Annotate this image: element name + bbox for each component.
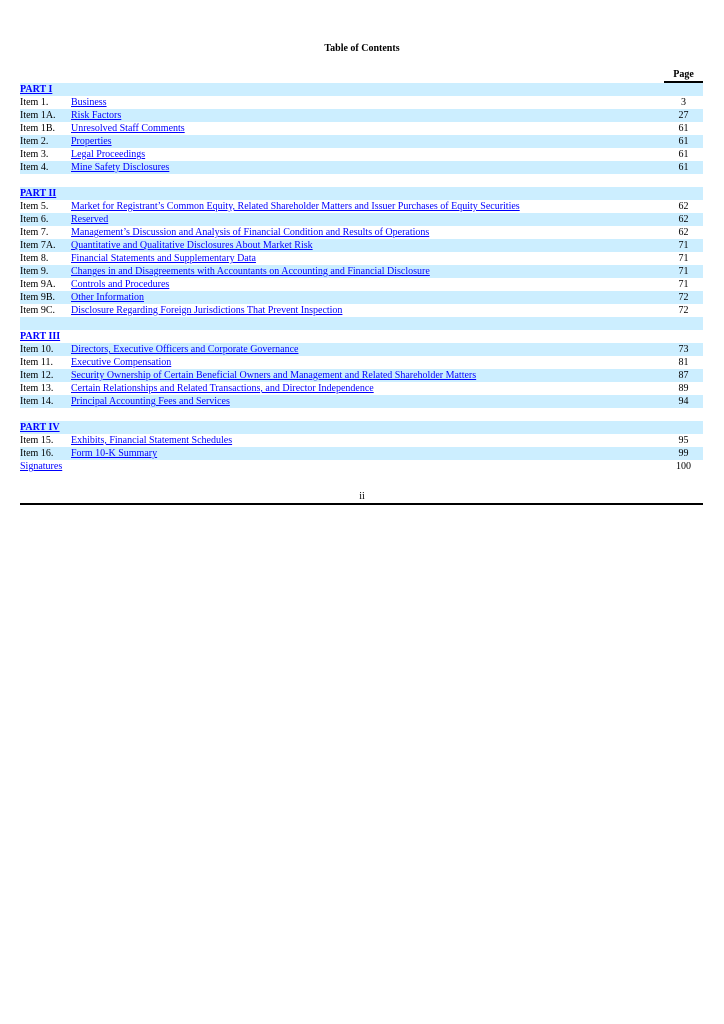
signatures-link[interactable]: Signatures [20, 461, 63, 472]
item-number: Item 9. [20, 266, 49, 277]
part-iv-link[interactable]: PART IV [20, 422, 60, 433]
part-heading-row [20, 83, 703, 96]
item-link-exhibits[interactable]: Exhibits, Financial Statement Schedules [71, 435, 233, 446]
item-link-market-for-equity[interactable]: Market for Registrant’s Common Equity, Related Shareholder Matters and Issuer Purchases of Equity Securities [71, 201, 520, 212]
toc-row [20, 356, 703, 369]
page-number: 87 [678, 370, 689, 381]
item-number: Item 6. [20, 214, 49, 225]
toc-row [20, 343, 703, 356]
toc-row [20, 122, 703, 135]
toc-row [20, 252, 703, 265]
page-number: 61 [678, 136, 689, 147]
item-link-other-information[interactable]: Other Information [71, 292, 145, 303]
item-number: Item 10. [20, 344, 54, 355]
item-link-changes-accountants[interactable]: Changes in and Disagreements with Accountants on Accounting and Financial Disclosure [71, 266, 430, 277]
part-ii-link[interactable]: PART II [20, 188, 57, 199]
toc-row [20, 265, 703, 278]
item-link-risk-factors[interactable]: Risk Factors [71, 110, 122, 121]
footer-divider [20, 503, 703, 505]
page-number: 61 [678, 123, 689, 134]
part-heading-row [20, 187, 703, 200]
page-number: 61 [678, 149, 689, 160]
item-number: Item 9C. [20, 305, 55, 316]
page-number: 27 [678, 110, 689, 121]
item-number: Item 14. [20, 396, 54, 407]
item-link-directors[interactable]: Directors, Executive Officers and Corporate Governance [71, 344, 299, 355]
item-link-executive-compensation[interactable]: Executive Compensation [71, 357, 172, 368]
item-link-accounting-fees[interactable]: Principal Accounting Fees and Services [71, 396, 230, 407]
toc-title: Table of Contents [324, 43, 400, 54]
item-link-unresolved-staff-comments[interactable]: Unresolved Staff Comments [71, 123, 185, 134]
part-i-link[interactable]: PART I [20, 84, 53, 95]
page-header-label: Page [664, 69, 703, 83]
toc-row [20, 460, 703, 473]
toc-row [20, 200, 703, 213]
toc-row [20, 96, 703, 109]
toc-row [20, 161, 703, 174]
spacer-row [20, 317, 703, 330]
item-link-controls-procedures[interactable]: Controls and Procedures [71, 279, 170, 290]
page-number: 71 [678, 279, 689, 290]
item-number: Item 3. [20, 149, 49, 160]
part-iii-link[interactable]: PART III [20, 331, 61, 342]
page-number: 71 [678, 253, 689, 264]
toc-row [20, 304, 703, 317]
item-number: Item 13. [20, 383, 54, 394]
page-number: 71 [678, 240, 689, 251]
spacer-row [20, 174, 703, 187]
toc-row [20, 369, 703, 382]
page-column-header [20, 69, 703, 83]
item-number: Item 9A. [20, 279, 56, 290]
item-number: Item 7A. [20, 240, 56, 251]
item-link-foreign-jurisdictions[interactable]: Disclosure Regarding Foreign Jurisdictions That Prevent Inspection [71, 305, 343, 316]
item-number: Item 2. [20, 136, 49, 147]
item-number: Item 15. [20, 435, 54, 446]
toc-row [20, 291, 703, 304]
item-number: Item 4. [20, 162, 49, 173]
item-link-reserved[interactable]: Reserved [71, 214, 109, 225]
item-number: Item 9B. [20, 292, 55, 303]
toc-row [20, 213, 703, 226]
page-number: 72 [678, 305, 689, 316]
page-number: 72 [678, 292, 689, 303]
item-link-relationships[interactable]: Certain Relationships and Related Transactions, and Director Independence [71, 383, 374, 394]
item-number: Item 12. [20, 370, 54, 381]
page-number: 62 [678, 227, 689, 238]
page-number: 71 [678, 266, 689, 277]
toc-row [20, 447, 703, 460]
page-number: 99 [678, 448, 689, 459]
spacer-row [20, 408, 703, 421]
item-link-business[interactable]: Business [71, 97, 107, 108]
item-link-form-10k-summary[interactable]: Form 10-K Summary [71, 448, 158, 459]
page-number: 73 [678, 344, 689, 355]
page-number: 61 [678, 162, 689, 173]
toc-row [20, 278, 703, 291]
page-number: 62 [678, 214, 689, 225]
toc-row [20, 382, 703, 395]
item-link-financial-statements[interactable]: Financial Statements and Supplementary Data [71, 253, 256, 264]
page-number: 94 [678, 396, 689, 407]
item-number: Item 16. [20, 448, 54, 459]
item-link-legal-proceedings[interactable]: Legal Proceedings [71, 149, 146, 160]
item-number: Item 8. [20, 253, 49, 264]
toc-table [20, 69, 703, 473]
item-number: Item 11. [20, 357, 53, 368]
footer-page-number: ii [359, 491, 365, 502]
item-link-market-risk[interactable]: Quantitative and Qualitative Disclosures About Market Risk [71, 240, 313, 251]
page-number: 89 [678, 383, 689, 394]
item-number: Item 5. [20, 201, 49, 212]
item-number: Item 1B. [20, 123, 55, 134]
item-number: Item 7. [20, 227, 49, 238]
page-number: 62 [678, 201, 689, 212]
page-number: 81 [678, 357, 689, 368]
toc-row [20, 226, 703, 239]
item-link-properties[interactable]: Properties [71, 136, 112, 147]
item-number: Item 1A. [20, 110, 56, 121]
item-link-mdna[interactable]: Management’s Discussion and Analysis of Financial Condition and Results of Operations [71, 227, 430, 238]
item-link-security-ownership[interactable]: Security Ownership of Certain Beneficial Owners and Management and Related Shareholder Matters [71, 370, 477, 381]
page-number: 100 [676, 461, 691, 472]
toc-row [20, 109, 703, 122]
page-number: 95 [678, 435, 689, 446]
toc-row [20, 434, 703, 447]
part-heading-row [20, 421, 703, 434]
part-heading-row [20, 330, 703, 343]
page-number: 3 [681, 97, 686, 108]
item-number: Item 1. [20, 97, 49, 108]
toc-row [20, 148, 703, 161]
toc-row [20, 395, 703, 408]
toc-row [20, 135, 703, 148]
toc-row [20, 239, 703, 252]
item-link-mine-safety[interactable]: Mine Safety Disclosures [71, 162, 170, 173]
